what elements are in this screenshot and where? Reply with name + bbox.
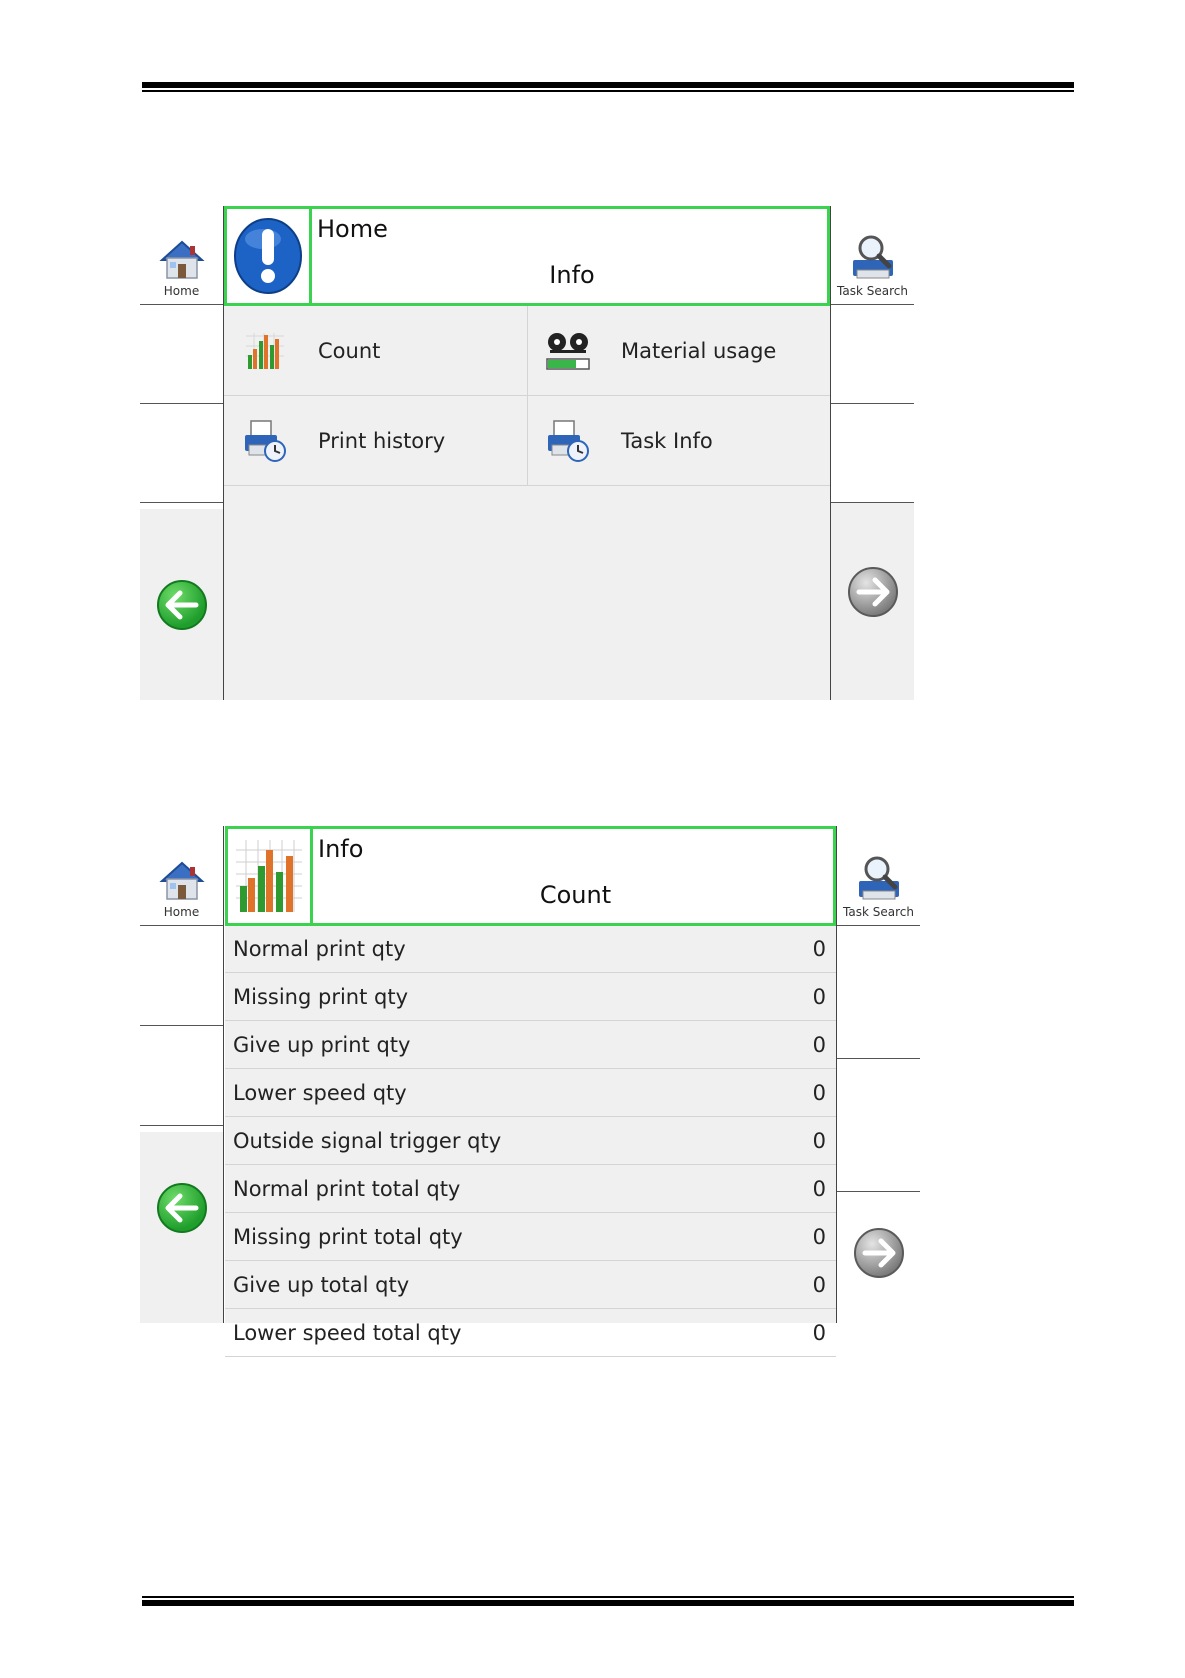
row-value: 0 xyxy=(812,937,826,961)
row-label: Missing print qty xyxy=(233,985,408,1009)
forward-arrow-icon xyxy=(854,1228,904,1278)
table-row xyxy=(225,926,836,973)
forward-arrow-icon xyxy=(848,567,898,617)
right-blank-button-1[interactable] xyxy=(831,305,914,404)
screen-header xyxy=(224,206,830,306)
task-search-icon xyxy=(847,232,899,282)
page-title: Info xyxy=(549,261,595,289)
table-row xyxy=(225,1070,836,1117)
left-blank-button-2[interactable] xyxy=(140,1026,223,1126)
breadcrumb: Info xyxy=(318,835,364,863)
breadcrumb: Home xyxy=(317,215,388,243)
menu-item-task-info-label: Task Info xyxy=(621,428,713,453)
row-value: 0 xyxy=(812,1081,826,1105)
row-label: Missing print total qty xyxy=(233,1225,463,1249)
count-screen xyxy=(140,826,920,1345)
row-value: 0 xyxy=(812,1177,826,1201)
table-row xyxy=(225,1310,836,1357)
menu-panel xyxy=(224,306,830,700)
home-button[interactable] xyxy=(140,826,223,926)
left-blank-button-1[interactable] xyxy=(140,305,223,404)
bar-chart-icon xyxy=(242,328,288,374)
row-value: 0 xyxy=(812,1273,826,1297)
back-arrow-icon xyxy=(157,580,207,630)
task-search-label: Task Search xyxy=(837,284,908,298)
task-search-icon xyxy=(853,853,905,903)
row-label: Outside signal trigger qty xyxy=(233,1129,502,1153)
menu-item-count[interactable] xyxy=(224,306,527,396)
forward-button[interactable] xyxy=(837,1192,920,1323)
home-label: Home xyxy=(163,905,200,919)
header-icon-box xyxy=(228,829,313,923)
task-search-button[interactable] xyxy=(831,206,914,305)
table-row xyxy=(225,1262,836,1309)
row-value: 0 xyxy=(812,985,826,1009)
page-title: Count xyxy=(539,881,612,909)
table-row xyxy=(225,1214,836,1261)
menu-item-print-history[interactable] xyxy=(224,396,527,486)
menu-item-print-history-label: Print history xyxy=(318,428,446,453)
row-label: Give up print qty xyxy=(233,1033,411,1057)
house-icon xyxy=(156,855,208,903)
table-row xyxy=(225,1118,836,1165)
left-blank-button-1[interactable] xyxy=(140,926,223,1026)
right-blank-button-2[interactable] xyxy=(831,404,914,503)
row-value: 0 xyxy=(812,1129,826,1153)
home-button[interactable] xyxy=(140,206,223,305)
task-search-label: Task Search xyxy=(843,905,914,919)
right-nav-column xyxy=(830,206,914,700)
home-label: Home xyxy=(163,284,200,298)
row-label: Normal print total qty xyxy=(233,1177,461,1201)
count-list xyxy=(225,926,836,1345)
row-value: 0 xyxy=(812,1225,826,1249)
left-nav-column xyxy=(140,206,224,700)
menu-item-material-usage[interactable] xyxy=(527,306,830,396)
table-row xyxy=(225,974,836,1021)
forward-button[interactable] xyxy=(831,503,914,700)
right-nav-column xyxy=(836,826,920,1323)
page-top-rule xyxy=(142,82,1074,92)
page-bottom-rule xyxy=(142,1596,1074,1606)
row-label: Lower speed qty xyxy=(233,1081,407,1105)
printer-clock-icon xyxy=(545,418,591,464)
row-value: 0 xyxy=(812,1321,826,1345)
right-blank-button-2[interactable] xyxy=(837,1059,920,1192)
left-nav-column xyxy=(140,826,224,1323)
back-button[interactable] xyxy=(140,1132,223,1323)
info-menu-screen xyxy=(140,206,920,700)
house-icon xyxy=(156,234,208,282)
row-label: Give up total qty xyxy=(233,1273,410,1297)
row-value: 0 xyxy=(812,1033,826,1057)
menu-item-count-label: Count xyxy=(318,338,381,363)
screen-header xyxy=(225,826,836,926)
row-label: Normal print qty xyxy=(233,937,406,961)
task-search-button[interactable] xyxy=(837,826,920,926)
printer-clock-icon xyxy=(242,418,288,464)
header-icon-box xyxy=(227,209,312,303)
table-row xyxy=(225,1022,836,1069)
menu-item-task-info[interactable] xyxy=(527,396,830,486)
right-blank-button-1[interactable] xyxy=(837,926,920,1059)
info-exclamation-icon xyxy=(233,217,303,295)
material-reel-icon xyxy=(545,328,591,374)
row-label: Lower speed total qty xyxy=(233,1321,462,1345)
left-blank-button-2[interactable] xyxy=(140,404,223,503)
back-arrow-icon xyxy=(157,1183,207,1233)
bar-chart-icon xyxy=(234,838,304,914)
table-row xyxy=(225,1166,836,1213)
menu-item-material-usage-label: Material usage xyxy=(621,338,777,363)
back-button[interactable] xyxy=(140,509,223,700)
